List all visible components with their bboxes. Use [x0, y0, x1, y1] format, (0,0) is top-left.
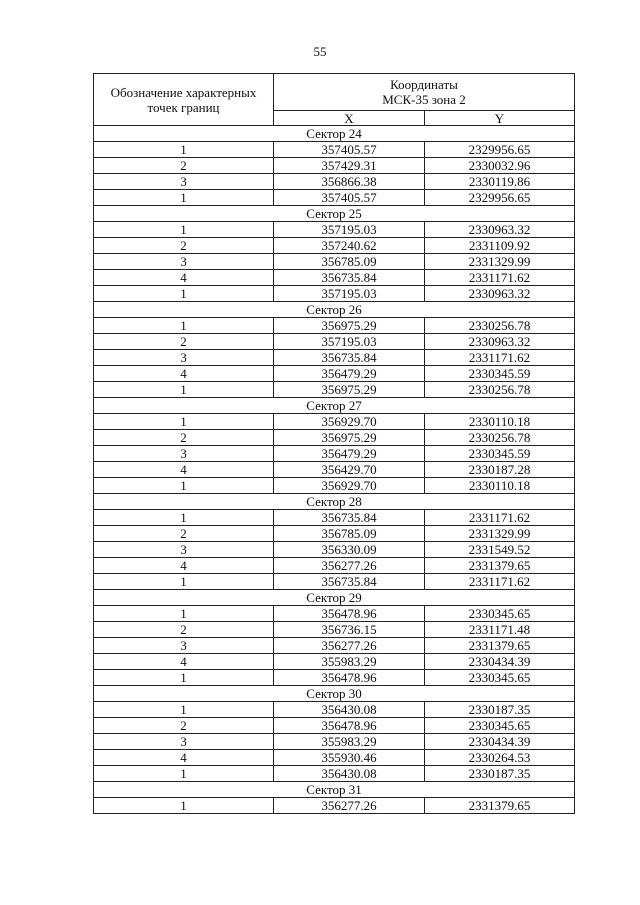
x-coordinate-cell: 356975.29 [274, 318, 425, 334]
point-number-cell: 1 [94, 190, 274, 206]
y-coordinate-cell: 2330963.32 [425, 222, 575, 238]
x-coordinate-cell: 356478.96 [274, 606, 425, 622]
point-number-cell: 1 [94, 414, 274, 430]
y-coordinate-cell: 2329956.65 [425, 142, 575, 158]
table-row [94, 350, 575, 366]
sector-title: Сектор 25 [94, 206, 575, 222]
y-coordinate-cell: 2330256.78 [425, 318, 575, 334]
sector-title: Сектор 27 [94, 398, 575, 414]
table-row [94, 462, 575, 478]
y-coordinate-cell: 2331171.62 [425, 350, 575, 366]
x-coordinate-cell: 356929.70 [274, 478, 425, 494]
point-number-cell: 3 [94, 734, 274, 750]
x-coordinate-cell: 356735.84 [274, 350, 425, 366]
y-coordinate-cell: 2330264.53 [425, 750, 575, 766]
x-coordinate-cell: 357405.57 [274, 142, 425, 158]
point-number-cell: 3 [94, 542, 274, 558]
table-row [94, 606, 575, 622]
sector-header-row [94, 590, 575, 606]
table-row [94, 142, 575, 158]
y-coordinate-cell: 2330187.35 [425, 766, 575, 782]
y-coordinate-cell: 2330345.59 [425, 366, 575, 382]
x-coordinate-cell: 357195.03 [274, 334, 425, 350]
x-coordinate-cell: 356277.26 [274, 558, 425, 574]
point-number-cell: 3 [94, 446, 274, 462]
x-coordinate-cell: 355983.29 [274, 734, 425, 750]
table-row [94, 286, 575, 302]
y-coordinate-cell: 2330187.28 [425, 462, 575, 478]
y-coordinate-cell: 2330345.65 [425, 718, 575, 734]
page-number: 55 [313, 44, 327, 59]
table-row [94, 750, 575, 766]
point-number-cell: 2 [94, 622, 274, 638]
point-number-cell: 1 [94, 510, 274, 526]
sector-title: Сектор 24 [94, 126, 575, 142]
x-coordinate-cell: 355930.46 [274, 750, 425, 766]
table-row [94, 526, 575, 542]
point-number-cell: 2 [94, 158, 274, 174]
x-coordinate-cell: 356975.29 [274, 382, 425, 398]
y-coordinate-cell: 2331329.99 [425, 254, 575, 270]
table-row [94, 158, 575, 174]
x-coordinate-cell: 357195.03 [274, 286, 425, 302]
y-coordinate-cell: 2330345.65 [425, 606, 575, 622]
table-row [94, 190, 575, 206]
sector-title: Сектор 26 [94, 302, 575, 318]
x-coordinate-cell: 356975.29 [274, 430, 425, 446]
point-number-cell: 1 [94, 766, 274, 782]
y-coordinate-cell: 2330963.32 [425, 286, 575, 302]
x-coordinate-cell: 356479.29 [274, 446, 425, 462]
x-coordinate-cell: 356330.09 [274, 542, 425, 558]
x-coordinate-cell: 356736.15 [274, 622, 425, 638]
header-coordinate-system: МСК-35 зона 2 [382, 92, 466, 107]
table-row [94, 542, 575, 558]
table-row [94, 654, 575, 670]
point-number-cell: 1 [94, 478, 274, 494]
x-coordinate-cell: 356735.84 [274, 270, 425, 286]
point-number-cell: 1 [94, 670, 274, 686]
table-row [94, 366, 575, 382]
table-row [94, 638, 575, 654]
table-row [94, 558, 575, 574]
y-coordinate-cell: 2330256.78 [425, 382, 575, 398]
y-coordinate-cell: 2331171.62 [425, 510, 575, 526]
point-number-cell: 3 [94, 350, 274, 366]
table-row [94, 446, 575, 462]
point-number-cell: 2 [94, 334, 274, 350]
table-row [94, 382, 575, 398]
point-number-cell: 1 [94, 382, 274, 398]
y-coordinate-cell: 2331379.65 [425, 798, 575, 814]
point-number-cell: 1 [94, 798, 274, 814]
y-coordinate-cell: 2331109.92 [425, 238, 575, 254]
table-row [94, 718, 575, 734]
table-row [94, 270, 575, 286]
y-coordinate-cell: 2329956.65 [425, 190, 575, 206]
x-coordinate-cell: 356430.08 [274, 702, 425, 718]
table-row [94, 318, 575, 334]
table-row [94, 478, 575, 494]
point-number-cell: 1 [94, 702, 274, 718]
point-number-cell: 2 [94, 718, 274, 734]
table-body [94, 126, 575, 814]
point-number-cell: 1 [94, 318, 274, 334]
sector-header-row [94, 782, 575, 798]
x-coordinate-cell: 357195.03 [274, 222, 425, 238]
table-row [94, 430, 575, 446]
y-coordinate-cell: 2331379.65 [425, 638, 575, 654]
point-number-cell: 1 [94, 222, 274, 238]
point-number-cell: 4 [94, 654, 274, 670]
sector-title: Сектор 31 [94, 782, 575, 798]
x-coordinate-cell: 356866.38 [274, 174, 425, 190]
point-number-cell: 2 [94, 238, 274, 254]
y-coordinate-cell: 2330110.18 [425, 414, 575, 430]
y-coordinate-cell: 2331171.62 [425, 574, 575, 590]
x-coordinate-cell: 357240.62 [274, 238, 425, 254]
x-coordinate-cell: 356277.26 [274, 638, 425, 654]
table-row [94, 238, 575, 254]
point-number-cell: 1 [94, 606, 274, 622]
x-coordinate-cell: 356429.70 [274, 462, 425, 478]
point-number-cell: 3 [94, 254, 274, 270]
y-coordinate-cell: 2330119.86 [425, 174, 575, 190]
table-row [94, 734, 575, 750]
table-row [94, 334, 575, 350]
header-coordinates-title: Координаты [390, 77, 458, 92]
point-number-cell: 3 [94, 638, 274, 654]
x-coordinate-cell: 357429.31 [274, 158, 425, 174]
sector-header-row [94, 126, 575, 142]
y-coordinate-cell: 2330187.35 [425, 702, 575, 718]
sector-header-row [94, 686, 575, 702]
header-point-designation: Обозначение характерных точек границ [94, 74, 274, 126]
point-number-cell: 1 [94, 286, 274, 302]
point-number-cell: 4 [94, 750, 274, 766]
point-number-cell: 4 [94, 462, 274, 478]
header-x: X [274, 111, 425, 126]
y-coordinate-cell: 2330032.96 [425, 158, 575, 174]
point-number-cell: 4 [94, 366, 274, 382]
table-row [94, 510, 575, 526]
x-coordinate-cell: 356929.70 [274, 414, 425, 430]
sector-header-row [94, 398, 575, 414]
y-coordinate-cell: 2330345.65 [425, 670, 575, 686]
y-coordinate-cell: 2331379.65 [425, 558, 575, 574]
table-row [94, 670, 575, 686]
point-number-cell: 3 [94, 174, 274, 190]
x-coordinate-cell: 356430.08 [274, 766, 425, 782]
x-coordinate-cell: 356478.96 [274, 718, 425, 734]
y-coordinate-cell: 2331171.48 [425, 622, 575, 638]
x-coordinate-cell: 355983.29 [274, 654, 425, 670]
y-coordinate-cell: 2330256.78 [425, 430, 575, 446]
y-coordinate-cell: 2330434.39 [425, 654, 575, 670]
point-number-cell: 4 [94, 270, 274, 286]
table-row [94, 414, 575, 430]
y-coordinate-cell: 2331171.62 [425, 270, 575, 286]
y-coordinate-cell: 2330963.32 [425, 334, 575, 350]
point-number-cell: 4 [94, 558, 274, 574]
point-number-cell: 1 [94, 142, 274, 158]
y-coordinate-cell: 2331329.99 [425, 526, 575, 542]
x-coordinate-cell: 356735.84 [274, 510, 425, 526]
y-coordinate-cell: 2330110.18 [425, 478, 575, 494]
sector-header-row [94, 206, 575, 222]
table-row [94, 222, 575, 238]
sector-title: Сектор 28 [94, 494, 575, 510]
y-coordinate-cell: 2330345.59 [425, 446, 575, 462]
sector-title: Сектор 30 [94, 686, 575, 702]
x-coordinate-cell: 356785.09 [274, 254, 425, 270]
x-coordinate-cell: 356479.29 [274, 366, 425, 382]
point-number-cell: 2 [94, 430, 274, 446]
coordinates-table [93, 73, 575, 814]
table-row [94, 574, 575, 590]
point-number-cell: 2 [94, 526, 274, 542]
x-coordinate-cell: 356478.96 [274, 670, 425, 686]
table-row [94, 766, 575, 782]
sector-header-row [94, 494, 575, 510]
x-coordinate-cell: 356785.09 [274, 526, 425, 542]
sector-header-row [94, 302, 575, 318]
table-row [94, 174, 575, 190]
table-row [94, 254, 575, 270]
table-row [94, 798, 575, 814]
y-coordinate-cell: 2330434.39 [425, 734, 575, 750]
x-coordinate-cell: 357405.57 [274, 190, 425, 206]
y-coordinate-cell: 2331549.52 [425, 542, 575, 558]
header-coordinates [274, 74, 575, 111]
header-y: Y [425, 111, 575, 126]
table-row [94, 702, 575, 718]
x-coordinate-cell: 356277.26 [274, 798, 425, 814]
sector-title: Сектор 29 [94, 590, 575, 606]
x-coordinate-cell: 356735.84 [274, 574, 425, 590]
table-row [94, 622, 575, 638]
point-number-cell: 1 [94, 574, 274, 590]
